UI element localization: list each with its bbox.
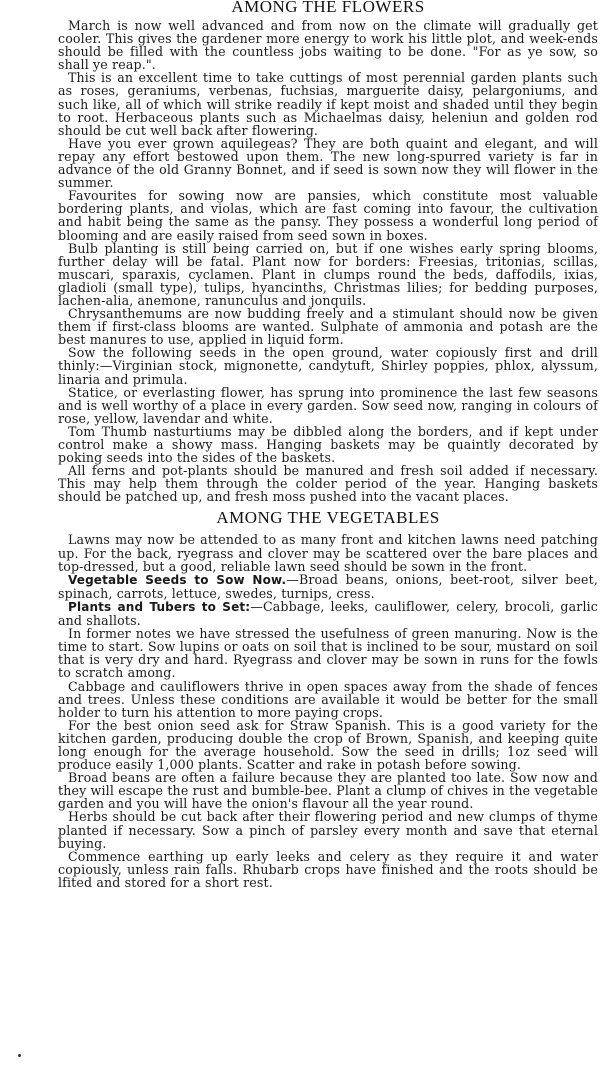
flowers-paragraph: Sow the following seeds in the open ground, water copiously first and drill thinly:—Virginian stock, mignonette, candytuft, Shirley poppies, phlox, alyssum, linaria and primula. [58,345,598,387]
flowers-paragraph: All ferns and pot-plants should be manured and fresh soil added if necessary. This may help them through the colder period of the year. Hanging baskets should be patched up, and fresh moss pushed into the vacant places. [58,463,598,505]
flowers-paragraph: March is now well advanced and from now on the climate will gradually get cooler. This gives the gardener more energy to work his little plot, and week-ends should be filled with the countless jobs waiting to be done. "For as ye sow, so shall ye reap.". [58,18,598,73]
vegetables-paragraph: For the best onion seed ask for Straw Spanish. This is a good variety for the kitchen garden, producing double the crop of Brown, Spanish, and keeping quite long enough for the average household. Sow the seed in drills; 1oz seed will produce easily 1,000 plants. Scatter and rake in potash before sowing. [58,717,598,773]
flowers-paragraph: This is an excellent time to take cuttings of most perennial garden plants such as roses, geraniums, verbenas, fuchsias, marguerite daisy, pelargoniums, and such like, all of which will strike readily if kept moist and shaded until they begin to root. Herbaceous plants such as Michaelmas daisy, heleniun and golden rod should be cut well back after flowering. [58,70,598,138]
flowers-paragraph: Chrysanthemums are now budding freely and a stimulant should now be given them if first-class blooms are wanted. Sulphate of ammonia and potash are the best manures to use, applied in liquid form. [58,306,598,348]
flowers-paragraph: Statice, or everlasting flower, has sprung into prominence the last few seasons and is well worthy of a place in every garden. Sow seed now, ranging in colours of rose, yellow, lavendar and white. [58,384,598,426]
vegetables-paragraph: In former notes we have stressed the usefulness of green manuring. Now is the time to start. Sow lupins or oats on soil that is inclined to be sour, mustard on soil that is very dry and hard. Ryegrass and clover may be sown in runs for the fowls to scratch among. [58,626,598,681]
plants-to-set-lead: Plants and Tubers to Set: [68,599,251,614]
seeds-to-sow-text: —Broad beans, onions, beet-root, silver beet, spinach, carrots, lettuce, swedes, turnips, cress. [58,571,598,601]
plants-to-set-paragraph [58,600,598,627]
margin-dot [18,1054,21,1057]
vegetables-intro: Lawns may now be attended to as many front and kitchen lawns need patching up. For the back, ryegrass and clover may be scattered over the bare places and top-dressed, but a good, reliable lawn seed should be sown in the front. [58,532,598,574]
seeds-to-sow-lead: Vegetable Seeds to Sow Now. [68,572,287,587]
vegetables-heading: AMONG THE VEGETABLES [216,508,440,528]
vegetables-paragraph: Cabbage and cauliflowers thrive in open spaces away from the shade of fences and trees. Unless these conditions are available it would be better for the small holder to turn his attention to more paying crops. [58,678,598,720]
flowers-paragraph: Bulb planting is still being carried on, but if one wishes early spring blooms, further delay will be fatal. Plant now for borders: Freesias, tritonias, scillas, muscari, sparaxis, cyclamen. Plant in clumps round the beds, daffodils, ixias, gladioli (small type), tulips, hyancinths, Christmas lilies; for bedding purposes, lachen-alia, anemone, ranunculus and jonquils. [58,240,598,308]
flowers-paragraph: Tom Thumb nasturtiums may be dibbled along the borders, and if kept under control make a showy mass. Hanging baskets may be quaintly decorated by poking seeds into the sides of the baskets. [58,423,598,466]
flowers-heading: AMONG THE FLOWERS [231,0,425,16]
vegetables-paragraph: Commence earthing up early leeks and celery as they require it and water copiously, unless rain falls. Rhubarb crops have finished and the roots should be lfited and stored for a short rest. [58,848,598,890]
seeds-to-sow-paragraph [58,573,598,600]
flowers-paragraph: Have you ever grown aquilegeas? They are both quaint and elegant, and will repay any effort bestowed upon them. The new long-spurred variety is far in advance of the old Granny Bonnet, and if seed is sown now they will flower in the summer. [58,135,598,191]
vegetables-paragraph: Herbs should be cut back after their flowering period and new clumps of thyme planted if necessary. Sow a pinch of parsley every month and save that eternal buying. [58,809,598,851]
flowers-paragraph: Favourites for sowing now are pansies, which constitute most valuable bordering plants, and violas, which are fast coming into favour, the cultivation and habit being the same as the pansy. They possess a wonderful long period of blooming and are easily raised from seed sown in boxes. [58,188,598,243]
vegetables-paragraph: Broad beans are often a failure because they are planted too late. Sow now and they will escape the rust and bumble-bee. Plant a clump of chives in the vegetable garden and you will have the onion's flavour all the year round. [58,770,598,812]
plants-to-set-text: —Cabbage, leeks, cauliflower, celery, brocoli, garlic and shallots. [58,598,599,629]
